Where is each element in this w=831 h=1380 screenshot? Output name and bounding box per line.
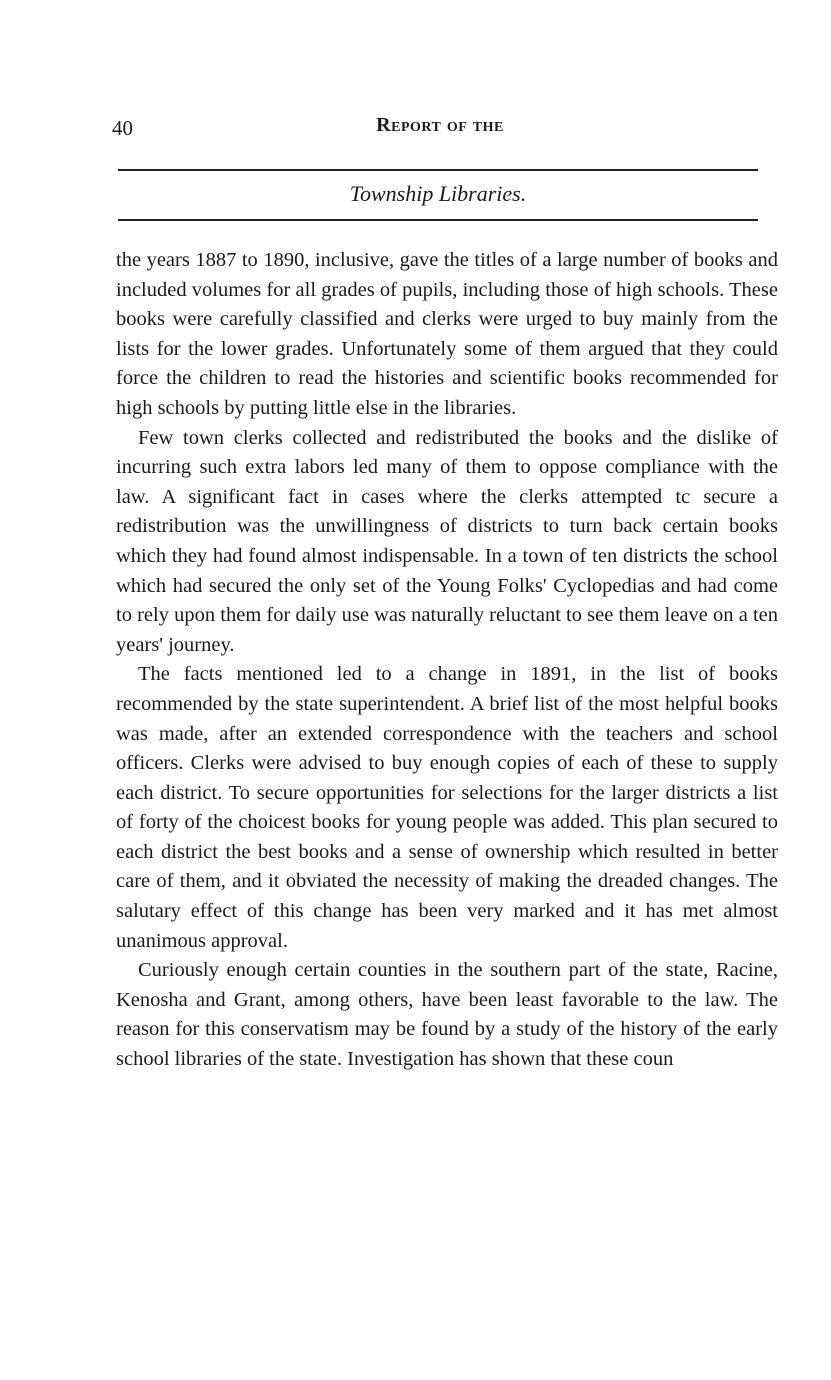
header-rule-bottom bbox=[118, 219, 758, 221]
paragraph-4: Curiously enough certain counties in the southern part of the state, Racine, Kenosha and Grant, among others, have been least favorable to the law. The reason for this conservatism may be found by a study of the history of the early school libraries of the state. Investigation has shown that these coun bbox=[116, 959, 778, 1071]
running-head: Report of the bbox=[376, 114, 504, 136]
paragraph-3: The facts mentioned led to a change in 1891, in the list of books recommended by the state superintendent. A brief list of the most helpful books was made, after an extended correspondence with the teachers and school officers. Clerks were advised to buy enough copies of each of these to supply each district. To secure opportunities for selections for the larger districts a list of forty of the choicest books for young people was added. This plan secured to each district the best books and a sense of ownership which resulted in better care of them, and it obviated the necessity of making the dreaded changes. The salutary effect of this change has been very marked and it has met almost unanimous approval. bbox=[116, 663, 778, 952]
header-rule-top bbox=[118, 169, 758, 171]
body-text bbox=[116, 246, 778, 1075]
page-number: 40 bbox=[112, 116, 133, 140]
paragraph-1: the years 1887 to 1890, inclusive, gave the titles of a large number of books and included volumes for all grades of pupils, including those of high schools. These books were carefully classified and clerks were urged to buy mainly from the lists for the lower grades. Unfortunately some of them argued that they could force the children to read the histories and scientific books recommended for high schools by putting little else in the libraries. bbox=[116, 249, 778, 419]
paragraph-2: Few town clerks collected and redistributed the books and the dislike of incurring such extra labors led many of them to oppose compliance with the law. A significant fact in cases where the clerks attempted tc secure a redistribution was the unwillingness of districts to turn back certain books which they had found almost indispensable. In a town of ten districts the school which had secured the only set of the Young Folks' Cyclopedias and had come to rely upon them for daily use was naturally reluctant to see them leave on a ten years' journey. bbox=[116, 426, 778, 656]
section-title: Township Libraries. bbox=[349, 181, 527, 206]
